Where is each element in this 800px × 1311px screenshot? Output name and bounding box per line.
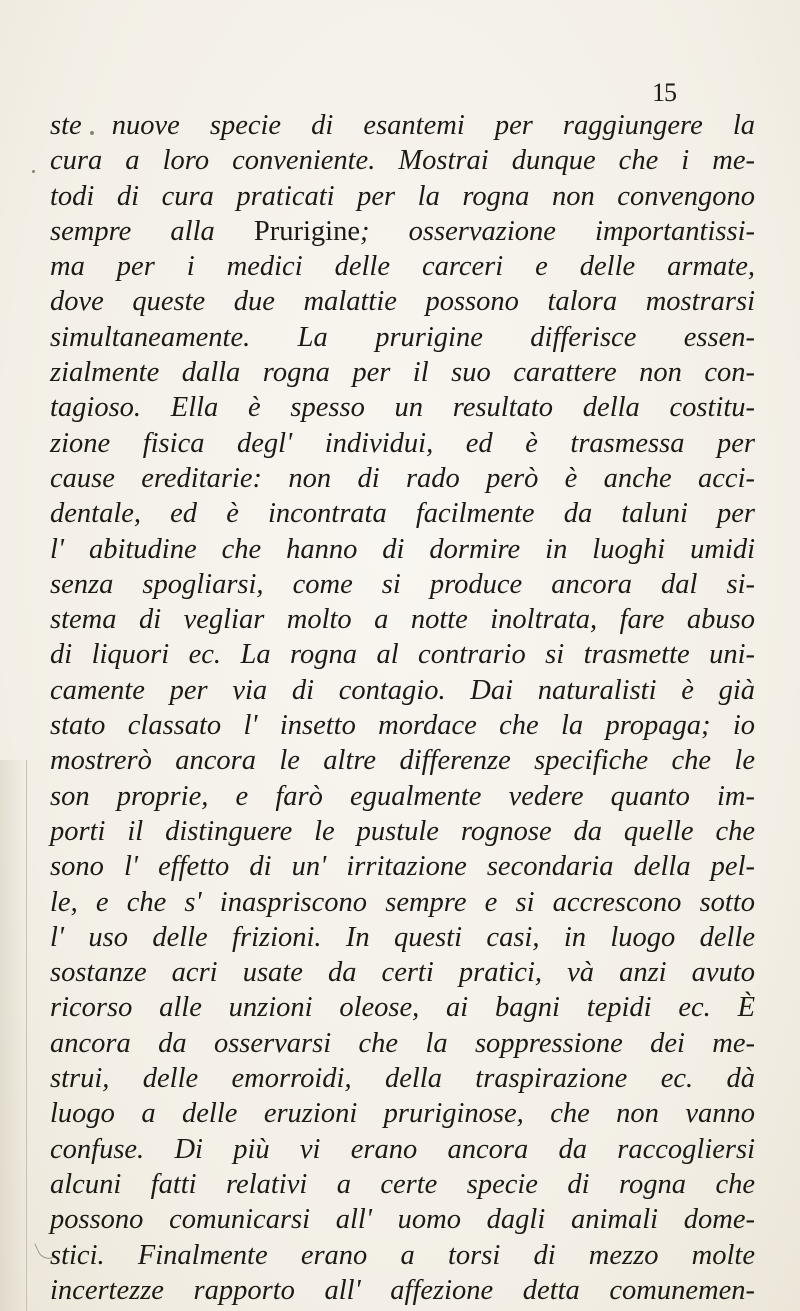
text-line (50, 885, 755, 920)
text-run: di liquori ec. La rogna al contrario si trasmette uni- (50, 639, 755, 671)
text-run: alcuni fatti relativi a certe specie di rogna che (50, 1168, 755, 1200)
text-run: sono l' effetto di un' irritazione secondaria della pel- (50, 851, 755, 883)
text-line (50, 849, 755, 884)
text-line (50, 355, 755, 390)
text-run: possono comunicarsi all' uomo dagli animali dome- (50, 1204, 755, 1236)
text-line (50, 708, 755, 743)
text-line (50, 108, 755, 143)
text-line (50, 320, 755, 355)
text-line (50, 496, 755, 531)
text-run: sostanze acri usate da certi pratici, và anzi avuto (50, 957, 755, 989)
text-run-roman: Prurigine (253, 215, 360, 247)
text-line (50, 214, 755, 249)
text-line (50, 814, 755, 849)
text-line (50, 955, 755, 990)
text-run: ; osservazione importantissi- (360, 215, 755, 247)
text-line (50, 284, 755, 319)
ink-speck (32, 170, 35, 173)
body-text (50, 108, 755, 1308)
text-run: strui, delle emorroidi, della traspirazione ec. dà (50, 1063, 755, 1095)
page-number: 15 (652, 78, 676, 107)
text-run: cura a loro conveniente. Mostrai dunque che i me- (50, 145, 755, 177)
text-line (50, 743, 755, 778)
text-line (50, 779, 755, 814)
text-line (50, 426, 755, 461)
text-run: ricorso alle unzioni oleose, ai bagni tepidi ec. È (50, 992, 755, 1024)
text-line (50, 461, 755, 496)
text-run: cause ereditarie: non di rado però è anche acci- (50, 462, 755, 494)
text-run: senza spogliarsi, come si produce ancora dal si- (50, 568, 755, 600)
text-line (50, 390, 755, 425)
text-run: le, e che s' inaspriscono sempre e si accrescono sotto (50, 886, 755, 918)
text-run: mostrerò ancora le altre differenze specifiche che le (50, 745, 755, 777)
text-run: camente per via di contagio. Dai naturalisti è già (50, 674, 755, 706)
text-line (50, 1273, 755, 1308)
text-line (50, 1026, 755, 1061)
text-run: ma per i medici delle carceri e delle armate, (50, 251, 755, 283)
text-run: incertezze rapporto all' affezione detta comunemen- (50, 1274, 755, 1306)
text-run: stici. Finalmente erano a torsi di mezzo molte (50, 1239, 755, 1271)
text-line (50, 1096, 755, 1131)
text-run: ancora da osservarsi che la soppressione dei me- (50, 1027, 755, 1059)
text-run: tagioso. Ella è spesso un resultato della costitu- (50, 392, 755, 424)
text-line (50, 1238, 755, 1273)
text-run: simultaneamente. La prurigine differisce essen- (50, 321, 755, 353)
text-run: dove queste due malattie possono talora mostrarsi (50, 286, 755, 318)
text-run: luogo a delle eruzioni pruriginose, che non vanno (50, 1098, 755, 1130)
text-run: zione fisica degl' individui, ed è trasmessa per (50, 427, 755, 459)
text-run: son proprie, e farò egualmente vedere quanto im- (50, 780, 755, 812)
text-line (50, 179, 755, 214)
text-run: stema di vegliar molto a notte inoltrata, fare abuso (50, 604, 755, 636)
text-run: l' abitudine che hanno di dormire in luoghi umidi (50, 533, 755, 565)
text-line (50, 567, 755, 602)
text-run: sempre alla (50, 215, 254, 247)
text-line (50, 673, 755, 708)
text-line (50, 1061, 755, 1096)
page-edge-shadow (0, 760, 27, 1311)
text-run: l' uso delle frizioni. In questi casi, in luogo delle (50, 921, 755, 953)
text-run: ste nuove specie di esantemi per raggiungere la (50, 110, 755, 141)
text-line (50, 920, 755, 955)
text-run: porti il distinguere le pustule rognose da quelle che (50, 815, 755, 847)
text-line (50, 143, 755, 178)
text-run: confuse. Di più vi erano ancora da raccogliersi (50, 1133, 755, 1165)
text-run: zialmente dalla rogna per il suo carattere non con- (50, 357, 755, 389)
text-line (50, 249, 755, 284)
text-line (50, 532, 755, 567)
text-line (50, 1202, 755, 1237)
text-run: stato classato l' insetto mordace che la propaga; io (50, 710, 755, 742)
text-run: dentale, ed è incontrata facilmente da taluni per (50, 498, 755, 530)
text-line (50, 990, 755, 1025)
text-line (50, 602, 755, 637)
text-line (50, 1167, 755, 1202)
text-line (50, 637, 755, 672)
text-run: todi di cura praticati per la rogna non convengono (50, 180, 755, 212)
text-line (50, 1132, 755, 1167)
